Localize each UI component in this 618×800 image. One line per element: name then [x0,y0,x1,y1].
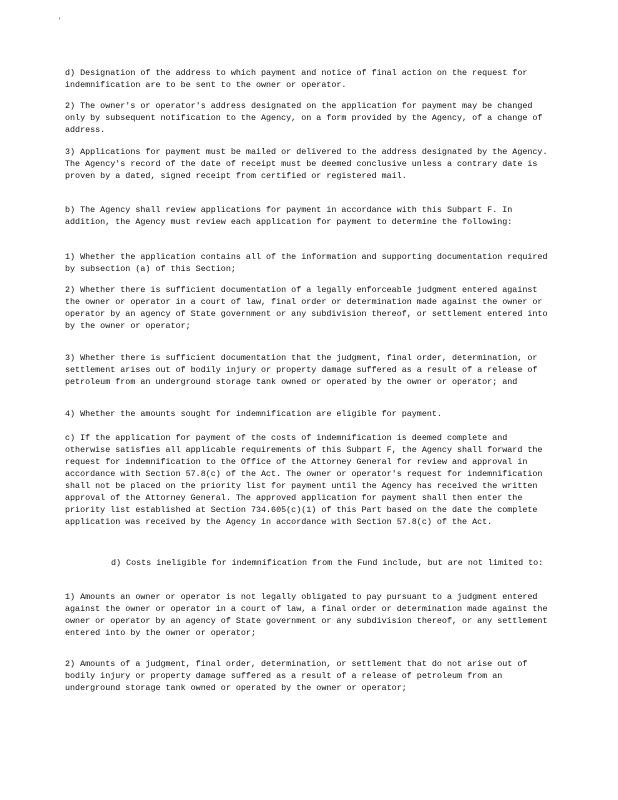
paragraph-3-mailing: 3) Applications for payment must be mailed or delivered to the address designated by the Agency. The Agency's record of the date of receipt must be deemed conclusive unless a contrary date is proven by a dated, signed receipt from certified or registered mail. [65,147,548,181]
paragraph-1-application-contents: 1) Whether the application contains all of the information and supporting documentation required by subsection (a) of this Section; [65,252,548,274]
corner-mark: ' [58,17,62,24]
paragraph-d-address-designation: d) Designation of the address to which payment and notice of final action on the request for indemnification are to be sent to the owner or operator. [65,68,528,90]
paragraph-2-not-arising-from-release: 2) Amounts of a judgment, final order, determination, or settlement that do not arise out of bodily injury or property damage suffered as a result of a release of petroleum from an underground storage tank owned or operated by the owner or operator; [65,659,528,693]
paragraph-c-attorney-general-review: c) If the application for payment of the costs of indemnification is deemed complete and otherwise satisfies all applicable requirements of this Subpart F, the Agency shall forward the request for indemnification to the Office of the Attorney General for review and approval in accordance with Section 57.8(c) of the Act. The owner or operator's request for indemnification shall not be placed on the priority list for payment until the Agency has received the written approval of the Attorney General. The approved application for payment shall then enter the priority list established at Section 734.605(c)(1) of this Part based on the date the complete application was received by the Agency in accordance with Section 57.8(c) of the Act. [65,433,543,527]
paragraph-4-eligible-amounts: 4) Whether the amounts sought for indemnification are eligible for payment. [65,409,442,419]
paragraph-d-ineligible-costs: d) Costs ineligible for indemnification from the Fund include, but are not limited to: [111,558,544,568]
paragraph-2-judgment-documentation: 2) Whether there is sufficient documentation of a legally enforceable judgment entered against the owner or operator in a court of law, final order or determination made against the owner or operator by an agency of State government or any subdivision thereof, or settlement entered into by the owner or operator; [65,285,548,331]
paragraph-1-not-legally-obligated: 1) Amounts an owner or operator is not legally obligated to pay pursuant to a judgment entered against the owner or operator in a court of law, a final order or determination made against the owner or operator by an agency of State government or any subdivision thereof, or any settlement entered into by the owner or operator; [65,592,548,638]
paragraph-2-address-change: 2) The owner's or operator's address designated on the application for payment may be changed only by subsequent notification to the Agency, on a form provided by the Agency, of a change of address. [65,101,543,135]
paragraph-3-bodily-injury: 3) Whether there is sufficient documentation that the judgment, final order, determination, or settlement arises out of bodily injury or property damage suffered as a result of a release of petroleum from an underground storage tank owned or operated by the owner or operator; and [65,353,538,387]
paragraph-b-agency-review: b) The Agency shall review applications for payment in accordance with this Subpart F. In addition, the Agency must review each application for payment to determine the following: [65,205,513,227]
